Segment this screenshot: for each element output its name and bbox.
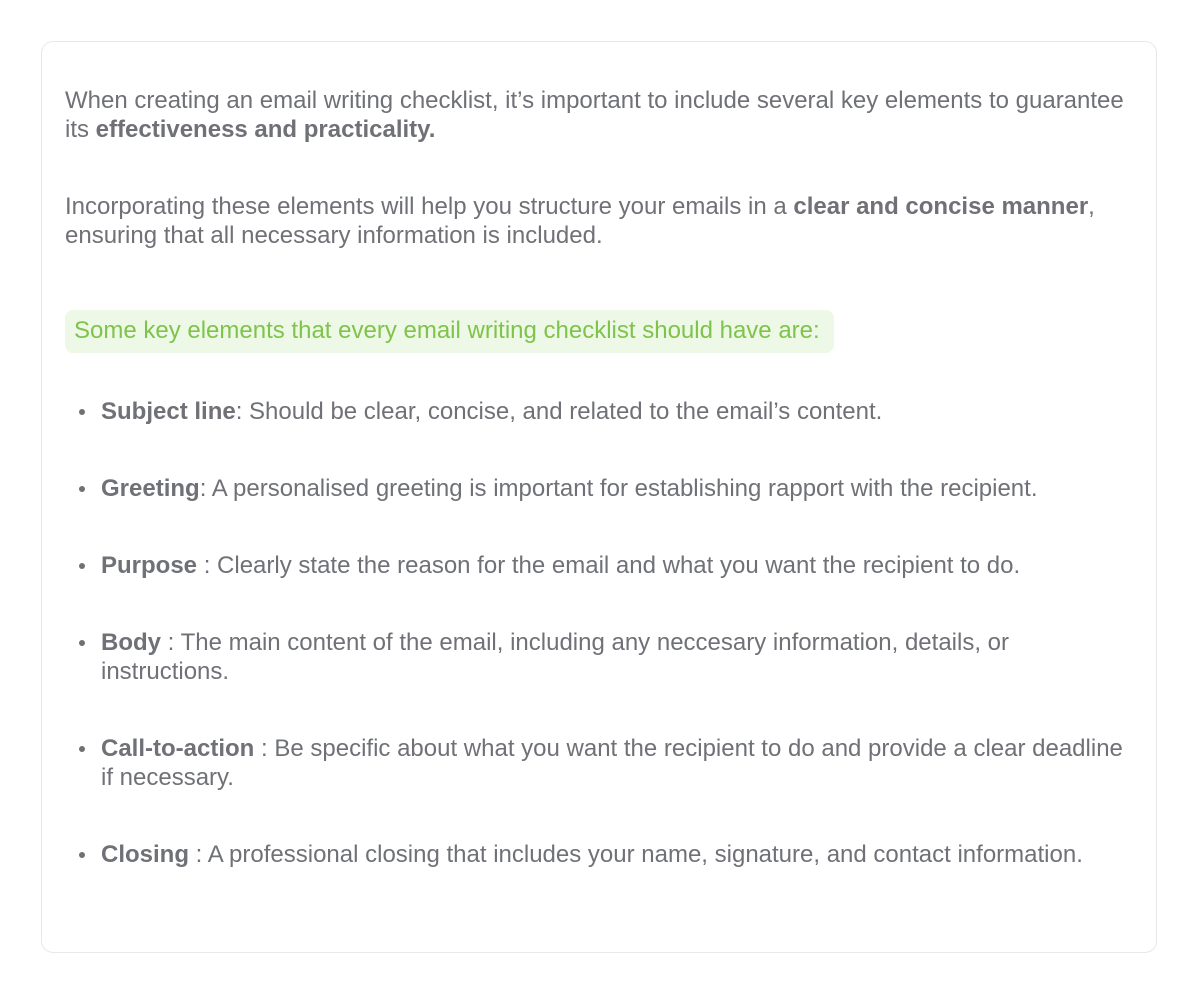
checklist-item-term: Greeting <box>101 475 200 502</box>
intro-paragraph-1-text: When creating an email writing checklist, it’s important to include several key elements to guarantee its <box>65 87 1124 143</box>
checklist-item-description: Be specific about what you want the recipient to do and provide a clear deadline if necessary. <box>101 735 1123 791</box>
checklist-item-term: Purpose <box>101 552 198 579</box>
checklist-item-subject-line <box>65 397 1125 426</box>
checklist-item-separator: : <box>197 552 218 579</box>
checklist <box>65 397 1125 869</box>
bullet-icon <box>79 746 85 752</box>
intro-paragraph-2-emphasis: clear and concise manner <box>793 193 1089 220</box>
checklist-item-closing <box>65 840 1125 869</box>
checklist-item-separator: : <box>161 629 181 656</box>
intro-paragraph-2-tail: , ensuring that all necessary information is included. <box>65 193 1095 249</box>
bullet-icon <box>79 486 85 492</box>
checklist-item-separator: : <box>254 735 275 762</box>
checklist-item-greeting <box>65 474 1125 503</box>
checklist-item-description: A personalised greeting is important for establishing rapport with the recipient. <box>211 475 1038 502</box>
intro-paragraph-1-emphasis: effectiveness and practicality. <box>95 116 436 143</box>
intro-paragraph-1 <box>65 86 1125 144</box>
bullet-icon <box>79 640 85 646</box>
bullet-icon <box>79 563 85 569</box>
article-body <box>65 86 1125 869</box>
checklist-item-separator: : <box>199 475 212 502</box>
checklist-item-term: Subject line <box>101 398 236 425</box>
checklist-item-body <box>65 628 1125 686</box>
checklist-item-term: Closing <box>101 841 189 868</box>
intro-paragraph-2 <box>65 192 1125 250</box>
checklist-item-term: Body <box>101 629 161 656</box>
content-card <box>41 41 1157 953</box>
callout-highlight: Some key elements that every email writing checklist should have are: <box>65 310 834 353</box>
checklist-item-call-to-action <box>65 734 1125 792</box>
intro-paragraph-2-text: Incorporating these elements will help you structure your emails in a <box>65 193 794 220</box>
callout-wrapper <box>65 250 1125 353</box>
checklist-item-term: Call-to-action <box>101 735 255 762</box>
checklist-item-description: The main content of the email, including any neccesary information, details, or instructions. <box>101 629 1010 685</box>
checklist-item-separator: : <box>235 398 250 425</box>
checklist-item-separator: : <box>189 841 208 868</box>
checklist-item-description: A professional closing that includes your name, signature, and contact information. <box>207 841 1083 868</box>
bullet-icon <box>79 409 85 415</box>
checklist-item-purpose <box>65 551 1125 580</box>
checklist-item-description: Should be clear, concise, and related to the email’s content. <box>249 398 883 425</box>
bullet-icon <box>79 852 85 858</box>
checklist-item-description: Clearly state the reason for the email and what you want the recipient to do. <box>217 552 1021 579</box>
